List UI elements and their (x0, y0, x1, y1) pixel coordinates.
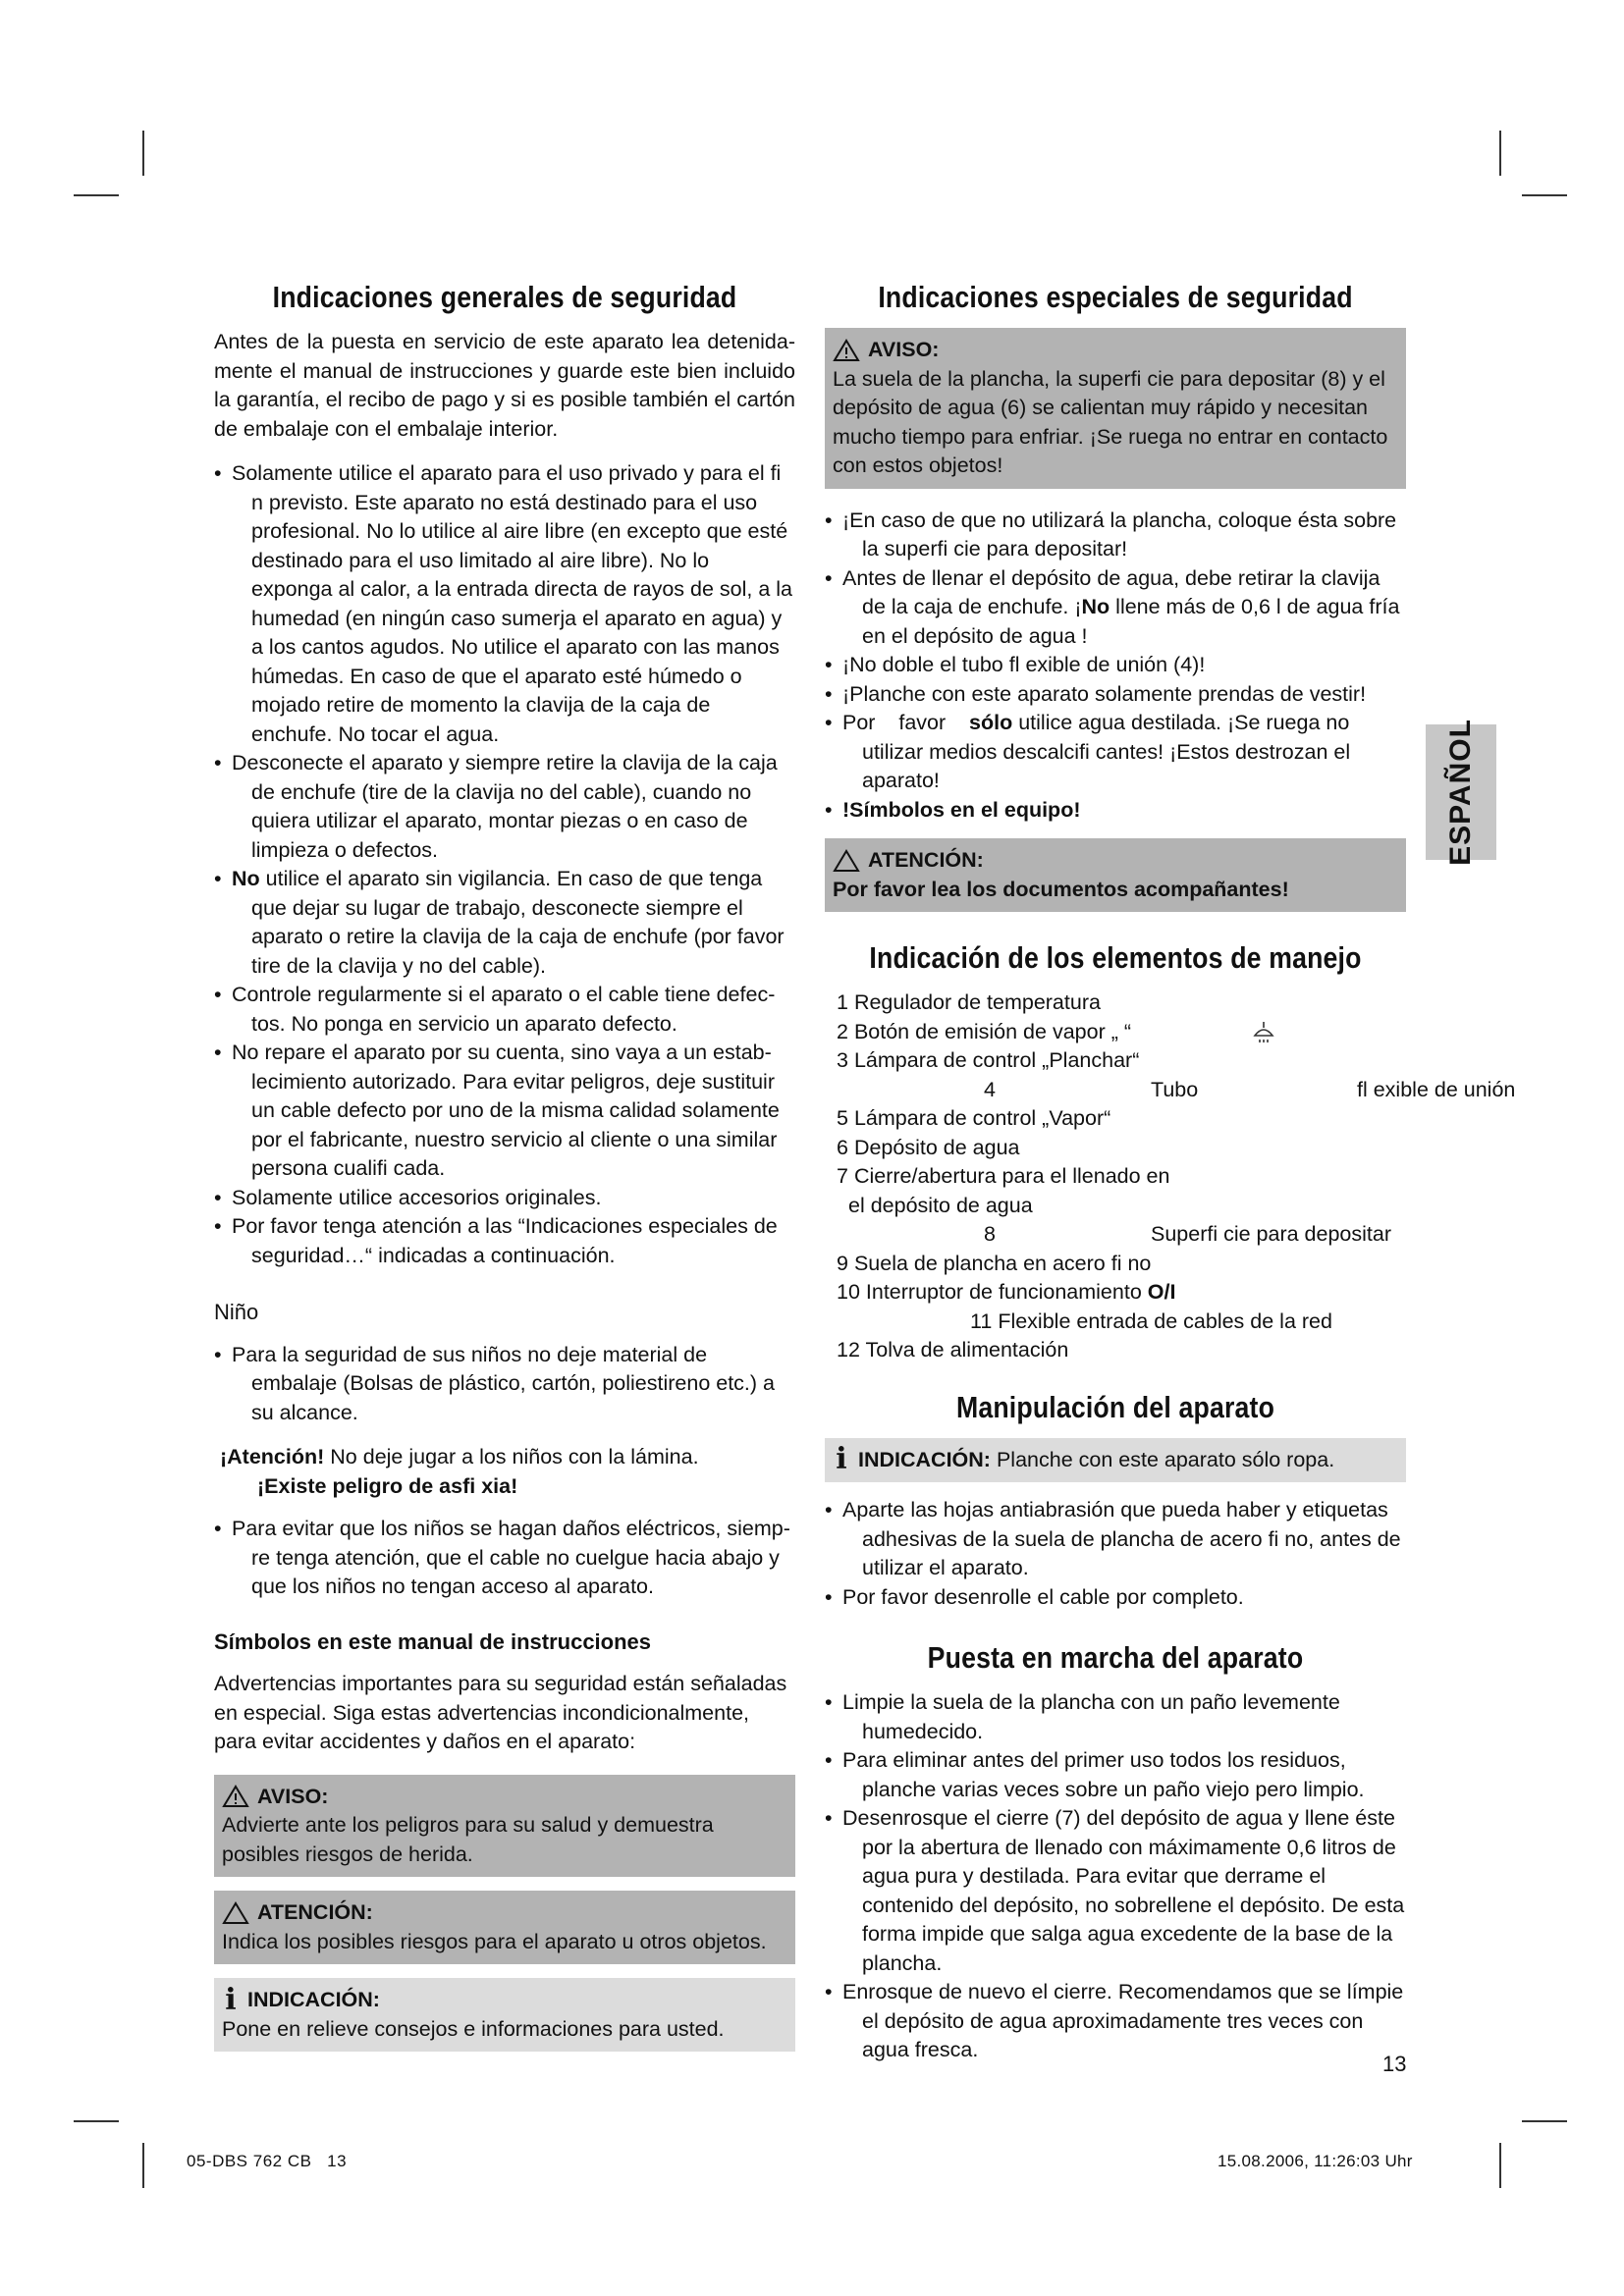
list-item: • Limpie la suela de la plancha con un paño levemente humedecido. (825, 1688, 1406, 1746)
list-item: • Por favor desenrolle el cable por completo. (825, 1583, 1406, 1613)
intro-paragraph: Antes de la puesta en servicio de este aparato lea detenida-mente el manual de instrucciones y guarde este bien incluido la garantía, el recibo de pago y si es posible también el cartón de embalaje con el embalaje interior. (214, 330, 795, 441)
list-item: • Desenrosque el cierre (7) del depósito de agua y llene éste por la abertura de llenado con máximamente 0,6 litros de agua pura y destilada. Para evitar que derrame el contenido del depósito, no sobrellene el depósito. De esta forma impide que salga agua excedente de la base de la plancha. (825, 1804, 1406, 1978)
footer-timestamp: 15.08.2006, 11:26:03 Uhr (1218, 2152, 1413, 2170)
manipulation-list (825, 1496, 1406, 1612)
controls-list (825, 988, 1516, 1365)
language-tab-label: ESPAÑOL (1444, 719, 1477, 866)
control-item: 3 Lámpara de control „Planchar“ (837, 1048, 1140, 1072)
indicacion-title: INDICACIÓN: (247, 1988, 380, 2011)
atencion-title: ATENCIÓN: (257, 1900, 373, 1924)
nino-heading: Niño (214, 1300, 259, 1324)
manipulation-title: Manipulación del aparato (955, 1389, 1275, 1424)
special-atencion-text: Por favor lea los documentos acompañantes! (833, 877, 1289, 901)
control-item: 6 Depósito de agua (837, 1135, 1020, 1159)
crop-mark (1522, 194, 1567, 196)
nino-list-1 (214, 1341, 795, 1428)
info-icon: i (225, 1982, 237, 2017)
page-number: 13 (1382, 2052, 1407, 2076)
startup-list (825, 1688, 1406, 2065)
list-item: • Para la seguridad de sus niños no deje material de embalaje (Bolsas de plástico, cartón, poliestireno etc.) a su alcance. (214, 1341, 795, 1428)
special-atencion-title: ATENCIÓN: (868, 848, 984, 872)
list-item: • Para evitar que los niños se hagan daños eléctricos, siemp-re tenga atención, que el cable no cuelgue hacia abajo y que los niños no tengan acceso al aparato. (214, 1515, 795, 1602)
control-item: 8 Superfi cie para depositar (984, 1222, 1392, 1246)
list-item: • Aparte las hojas antiabrasión que pueda haber y etiquetas adhesivas de la suela de plancha de acero fi no, antes de utilizar el aparato. (825, 1496, 1406, 1583)
info-icon: i (836, 1442, 847, 1477)
control-item: 10 Interruptor de funcionamiento O/I (837, 1280, 1176, 1304)
list-item: • Por favor sólo utilice agua destilada. ¡Se ruega no utilizar medios descalcifi cantes! ¡Estos destrozan el aparato! (825, 709, 1406, 796)
warning-triangle-icon (833, 339, 860, 362)
list-item: • Controle regularmente si el aparato o el cable tiene defec-tos. No ponga en servicio un aparato defecto. (214, 981, 795, 1039)
crop-mark (74, 2120, 119, 2122)
list-item: • No repare el aparato por su cuenta, sino vaya a un estab-lecimiento autorizado. Para evitar peligros, deje sustituir un cable defecto por uno de la misma calidad solamente por el fabricante, nuestro servicio al cliente o una similar persona cualifi cada. (214, 1039, 795, 1184)
crop-mark (142, 2143, 144, 2188)
special-safety-title: Indicaciones especiales de seguridad (878, 280, 1353, 314)
control-item: 11 Flexible entrada de cables de la red (970, 1308, 1332, 1333)
list-item: • Enrosque de nuevo el cierre. Recomendamos que se límpie el depósito de agua aproximadamente tres veces con agua fresca. (825, 1978, 1406, 2065)
control-item: 4 Tubo fl exible de unión (984, 1077, 1516, 1101)
atencion-box (214, 1891, 795, 1964)
special-atencion-box (825, 838, 1406, 912)
warning-triangle-icon (222, 1785, 249, 1808)
crop-mark (74, 194, 119, 196)
crop-mark (142, 131, 144, 176)
aviso-title: AVISO: (257, 1784, 329, 1808)
steam-icon (1251, 1020, 1276, 1043)
indicacion-box (214, 1978, 795, 2052)
language-tab (1426, 719, 1496, 866)
control-item: 1 Regulador de temperatura (837, 990, 1101, 1014)
manipulation-box: i INDICACIÓN: Planche con este aparato sólo ropa. (825, 1438, 1406, 1483)
crop-mark (1522, 2120, 1567, 2122)
control-item: 12 Tolva de alimentación (837, 1338, 1069, 1362)
aviso-text: Advierte ante los peligros para su salud y demuestra posibles riesgos de herida. (222, 1813, 714, 1866)
special-aviso-box (825, 328, 1406, 489)
list-item: • ¡Planche con este aparato solamente prendas de vestir! (825, 680, 1406, 710)
list-item: • Solamente utilice accesorios originales. (214, 1184, 795, 1213)
list-item: • ¡No doble el tubo fl exible de unión (4)! (825, 651, 1406, 680)
warning-triangle-icon (222, 1901, 249, 1925)
startup-title: Puesta en marcha del aparato (927, 1640, 1304, 1675)
left-column (214, 277, 795, 2065)
atencion-notice: ¡Atención! No deje jugar a los niños con la lámina. ¡Existe peligro de asfi xia! (220, 1445, 699, 1498)
general-safety-title: Indicaciones generales de seguridad (272, 280, 737, 314)
list-item: • Desconecte el aparato y siempre retire la clavija de la caja de enchufe (tire de la clavija no del cable), cuando no quiera utilizar el aparato, montar piezas o en caso de limpieza o defectos. (214, 749, 795, 865)
warning-triangle-icon (833, 849, 860, 873)
list-item: • Por favor tenga atención a las “Indicaciones especiales de seguridad…“ indicadas a continuación. (214, 1212, 795, 1270)
symbols-intro: Advertencias importantes para su seguridad están señaladas en especial. Siga estas advertencias incondicionalmente, para evitar accidentes y daños en el aparato: (214, 1672, 787, 1753)
special-aviso-title: AVISO: (868, 338, 940, 361)
crop-mark (1499, 2143, 1501, 2188)
list-item: • Antes de llenar el depósito de agua, debe retirar la clavija de la caja de enchufe. ¡No llene más de 0,6 l de agua fría en el depósito de agua ! (825, 564, 1406, 652)
aviso-box (214, 1775, 795, 1878)
atencion-text: Indica los posibles riesgos para el aparato u otros objetos. (222, 1929, 767, 1953)
list-item: • No utilice el aparato sin vigilancia. En caso de que tenga que dejar su lugar de trabajo, desconecte siempre el aparato o retire la clavija de la caja de enchufe (por favor tire de la clavija y no del cable). (214, 865, 795, 981)
footer-file-id: 05-DBS 762 CB 13 (187, 2152, 348, 2170)
controls-title: Indicación de los elementos de manejo (869, 940, 1362, 975)
special-safety-list (825, 507, 1406, 826)
special-aviso-text: La suela de la plancha, la superfi cie para depositar (8) y el depósito de agua (6) se calientan muy rápido y necesitan mucho tiempo para enfriar. ¡Se ruega no entrar en contacto con estos objetos! (833, 366, 1388, 477)
list-item: • !Símbolos en el equipo! (825, 796, 1406, 826)
control-item: 7 Cierre/abertura para el llenado en el depósito de agua (837, 1164, 1170, 1217)
list-item: • Solamente utilice el aparato para el uso privado y para el fi n previsto. Este aparato no está destinado para el uso profesional. No lo utilice al aire libre (en excepto que esté destinado para el uso limitado al aire libre). No lo exponga al calor, a la entrada directa de rayos de sol, a la humedad (en ningún caso sumerja el aparato en agua) y a los cantos agudos. No utilice el aparato con las manos húmedas. En caso de que el aparato esté húmedo o mojado retire de momento la clavija de la caja de enchufe. No tocar el agua. (214, 459, 795, 749)
list-item: • ¡En caso de que no utilizará la plancha, coloque ésta sobre la superfi cie para depositar! (825, 507, 1406, 564)
nino-list-2 (214, 1515, 795, 1602)
control-item: 9 Suela de plancha en acero fi no (837, 1251, 1152, 1275)
general-safety-list (214, 459, 795, 1270)
indicacion-text: Pone en relieve consejos e informaciones para usted. (222, 2016, 725, 2041)
control-item: 5 Lámpara de control „Vapor“ (837, 1106, 1111, 1130)
control-item: 2 Botón de emisión de vapor „ “ (837, 1018, 1406, 1047)
symbols-heading: Símbolos en este manual de instrucciones (214, 1629, 652, 1654)
list-item: • Para eliminar antes del primer uso todos los residuos, planche varias veces sobre un paño viejo pero limpio. (825, 1746, 1406, 1804)
crop-mark (1499, 131, 1501, 176)
